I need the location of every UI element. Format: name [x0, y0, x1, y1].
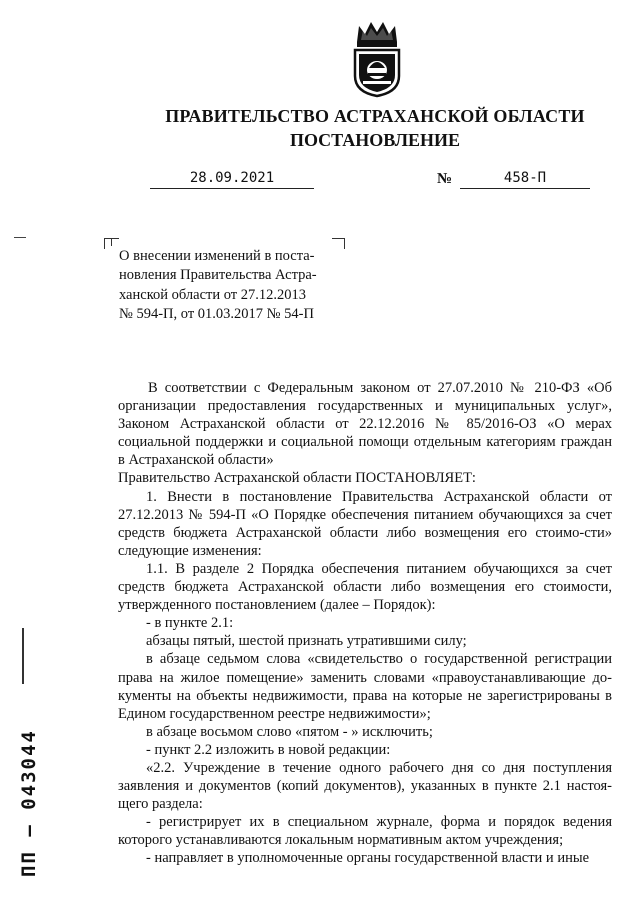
preamble-paragraph: В соответствии с Федеральным законом от 27.07.2010 № 210-ФЗ «Об организации предоставления государственных и муниципальных услуг», Законом Астраханской области от 22.12.2016 № 85/2016-ОЗ «О мерах социальной поддержки и социальной помощи отдельным категориям граждан в Астраханской области» — [118, 380, 612, 469]
sends-paragraph: - направляет в уполномоченные органы государственной власти и иные — [146, 850, 590, 867]
decree-line: Правительство Астраханской области ПОСТАНОВЛЯЕТ: — [118, 470, 476, 487]
item-1-1-paragraph: 1.1. В разделе 2 Порядка обеспечения питанием обучающихся за счет средств бюджета Астраханской области либо возмещения его стоимости, утвержденного постановлением (далее – Порядок): — [118, 560, 612, 614]
paragraphs-5-6-line: абзацы пятый, шестой признать утратившими силу; — [146, 633, 467, 650]
coat-of-arms-icon — [349, 20, 405, 98]
number-sign: № — [437, 171, 453, 187]
margin-mark — [14, 237, 26, 238]
subject-line: № 594-П, от 01.03.2017 № 54-П — [119, 305, 314, 322]
government-title: ПРАВИТЕЛЬСТВО АСТРАХАНСКОЙ ОБЛАСТИ — [165, 106, 585, 126]
subject-bracket-left-tick — [111, 238, 112, 246]
document-subject — [119, 247, 345, 324]
side-serial-stamp: ПП – 043044 — [18, 729, 40, 877]
item-1-paragraph: 1. Внести в постановление Правительства Астраханской области от 27.12.2013 № 594-П «О Порядке обеспечения питанием обучающихся за счет средств бюджета Астраханской области либо возмещения его стоимо-сти» следующие изменения: — [118, 488, 612, 559]
paragraph-7-text: в абзаце седьмом слова «свидетельство о государственной регистрации права на жилое помещение» заменить словами «правоустанавливающие до-кументы на объекты недвижимости, права на которые не зарегистрированы в Едином государственном реестре недвижимости»; — [118, 651, 612, 722]
side-stamp-bar — [22, 628, 24, 684]
document-type: ПОСТАНОВЛЕНИЕ — [289, 130, 461, 150]
subject-line: О внесении изменений в поста- — [119, 248, 315, 264]
point-2-2-line: - пункт 2.2 изложить в новой редакции: — [146, 741, 391, 758]
document-body — [118, 379, 612, 868]
point-2-1-line: - в пункте 2.1: — [146, 615, 234, 632]
subject-line: ханской области от 27.12.2013 — [119, 286, 306, 303]
paragraph-8-line: в абзаце восьмом слово «пятом - » исключить; — [146, 723, 433, 740]
registers-paragraph: - регистрирует их в специальном журнале, форма и порядок ведения которого устанавливаются локальным нормативным актом учреждения; — [118, 814, 612, 849]
document-date: 28.09.2021 — [150, 170, 314, 189]
document-number: 458-П — [460, 170, 590, 189]
subject-line: новления Правительства Астра- — [119, 267, 317, 284]
new-2-2-paragraph: «2.2. Учреждение в течение одного рабочего дня со дня поступления заявления и документов (копий документов), указанных в пункте 2.1 настоя-щего раздела: — [118, 759, 612, 813]
